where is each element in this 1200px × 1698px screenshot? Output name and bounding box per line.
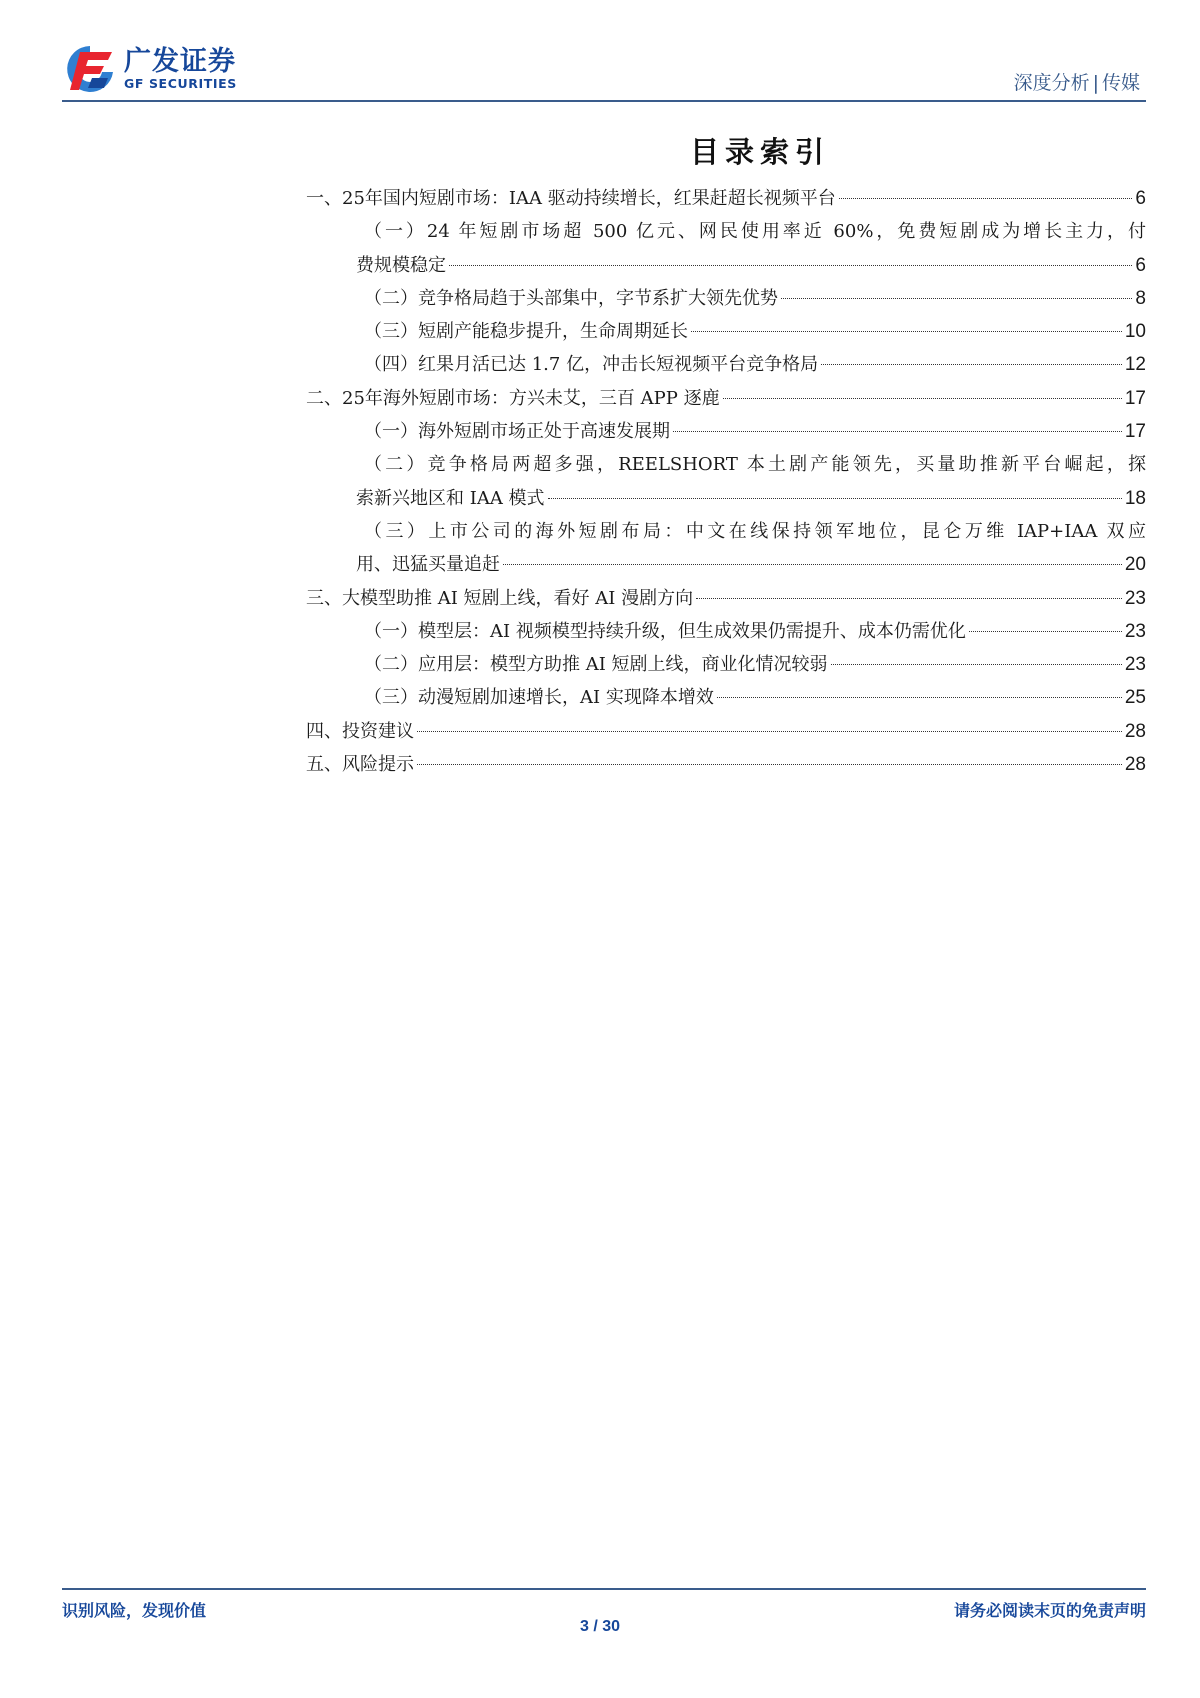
- logo-english-text: GF SECURITIES: [124, 76, 237, 91]
- dot-leader: [839, 198, 1133, 199]
- logo-chinese-text: 广发证券: [124, 46, 236, 77]
- dot-leader: [696, 598, 1122, 599]
- toc-entry-page: 28: [1124, 720, 1146, 742]
- toc-entry-title: （三）动漫短剧加速增长，AI 实现降本增效: [364, 687, 714, 709]
- toc-entry-title: （一）模型层：AI 视频模型持续升级，但生成效果仍需提升、成本仍需优化: [364, 620, 966, 642]
- toc-entry-page: 20: [1124, 554, 1146, 576]
- page-footer: [62, 1588, 1146, 1620]
- page-number: 3 / 30: [579, 1618, 621, 1635]
- toc-entry-title: （一）海外短剧市场正处于高速发展期: [364, 421, 670, 443]
- dot-leader: [548, 498, 1122, 499]
- page-header: [62, 40, 1146, 102]
- dot-leader: [417, 731, 1122, 732]
- sector-label: 传媒: [1101, 72, 1140, 94]
- toc-entry[interactable]: [306, 282, 1146, 315]
- toc-entry-title: 三、大模型助推 AI 短剧上线，看好 AI 漫剧方向: [306, 587, 694, 609]
- toc-entry-title: 二、25年海外短剧市场：方兴未艾，三百 APP 逐鹿: [306, 387, 720, 409]
- toc-entry-title: 四、投资建议: [306, 720, 414, 742]
- toc-entry[interactable]: [306, 348, 1146, 381]
- dot-leader: [781, 298, 1132, 299]
- footer-slogan: 识别风险，发现价值: [62, 1601, 207, 1620]
- toc-entry-title: 索新兴地区和 IAA 模式: [356, 487, 545, 509]
- dot-leader: [691, 331, 1122, 332]
- toc-entry[interactable]: [306, 648, 1146, 681]
- toc-title: 目录索引: [689, 135, 830, 169]
- footer-disclaimer-note: 请务必阅读末页的免责声明: [953, 1601, 1146, 1620]
- toc-entry-title: 费规模稳定: [356, 254, 446, 276]
- dot-leader: [673, 431, 1122, 432]
- toc-entry-page: 25: [1124, 687, 1146, 709]
- toc-entry[interactable]: [306, 315, 1146, 348]
- toc-entry-line1: （二）竞争格局两超多强，REELSHORT 本土剧产能领先，买量助推新平台崛起，探: [364, 454, 1146, 476]
- table-of-contents: [306, 182, 1146, 781]
- dot-leader: [717, 697, 1122, 698]
- toc-entry[interactable]: [306, 582, 1146, 615]
- toc-entry-title: 用、迅猛买量追赶: [356, 554, 500, 576]
- dot-leader: [449, 265, 1132, 266]
- toc-entry[interactable]: [306, 515, 1146, 582]
- dot-leader: [821, 364, 1122, 365]
- toc-entry-page: 23: [1124, 654, 1146, 676]
- toc-entry-page: 18: [1124, 487, 1146, 509]
- toc-entry[interactable]: [306, 615, 1146, 648]
- toc-entry-title: （四）红果月活已达 1.7 亿，冲击长短视频平台竞争格局: [364, 354, 819, 376]
- category-label: 深度分析: [1013, 72, 1090, 94]
- toc-entry[interactable]: [306, 382, 1146, 415]
- toc-entry-line1: （三）上市公司的海外短剧布局：中文在线保持领军地位，昆仑万维 IAP+IAA 双应: [364, 520, 1146, 542]
- toc-entry-title: （二）应用层：模型方助推 AI 短剧上线，商业化情况较弱: [364, 654, 828, 676]
- category-separator: |: [1092, 72, 1099, 94]
- toc-entry-title: （三）短剧产能稳步提升，生命周期延长: [364, 321, 688, 343]
- dot-leader: [969, 631, 1122, 632]
- toc-entry[interactable]: [306, 215, 1146, 282]
- toc-entry-page: 10: [1124, 321, 1146, 343]
- toc-entry-page: 28: [1124, 754, 1146, 776]
- toc-entry-page: 17: [1124, 421, 1146, 443]
- toc-entry-page: 23: [1124, 620, 1146, 642]
- toc-entry[interactable]: [306, 182, 1146, 215]
- report-category: [1014, 68, 1140, 95]
- dot-leader: [417, 764, 1122, 765]
- toc-entry-page: 12: [1124, 354, 1146, 376]
- toc-entry-page: 8: [1135, 287, 1146, 309]
- toc-entry-page: 23: [1124, 587, 1146, 609]
- toc-entry-title: 五、风险提示: [306, 754, 414, 776]
- dot-leader: [723, 398, 1122, 399]
- toc-entry[interactable]: [306, 448, 1146, 515]
- gf-logo-icon: [62, 42, 118, 96]
- dot-leader: [503, 564, 1122, 565]
- dot-leader: [831, 664, 1122, 665]
- toc-entry-title: 一、25年国内短剧市场：IAA 驱动持续增长，红果赶超长视频平台: [306, 188, 836, 209]
- toc-entry-page: 6: [1135, 254, 1146, 276]
- toc-entry-page: 17: [1124, 387, 1146, 409]
- gf-securities-logo: [62, 42, 237, 96]
- toc-entry[interactable]: [306, 748, 1146, 781]
- toc-entry-title: （二）竞争格局趋于头部集中，字节系扩大领先优势: [364, 287, 778, 309]
- toc-entry[interactable]: [306, 681, 1146, 714]
- toc-entry[interactable]: [306, 415, 1146, 448]
- toc-entry-page: 6: [1135, 188, 1146, 209]
- toc-entry[interactable]: [306, 715, 1146, 748]
- toc-entry-line1: （一）24 年短剧市场超 500 亿元、网民使用率近 60%，免费短剧成为增长主力，付: [364, 221, 1146, 243]
